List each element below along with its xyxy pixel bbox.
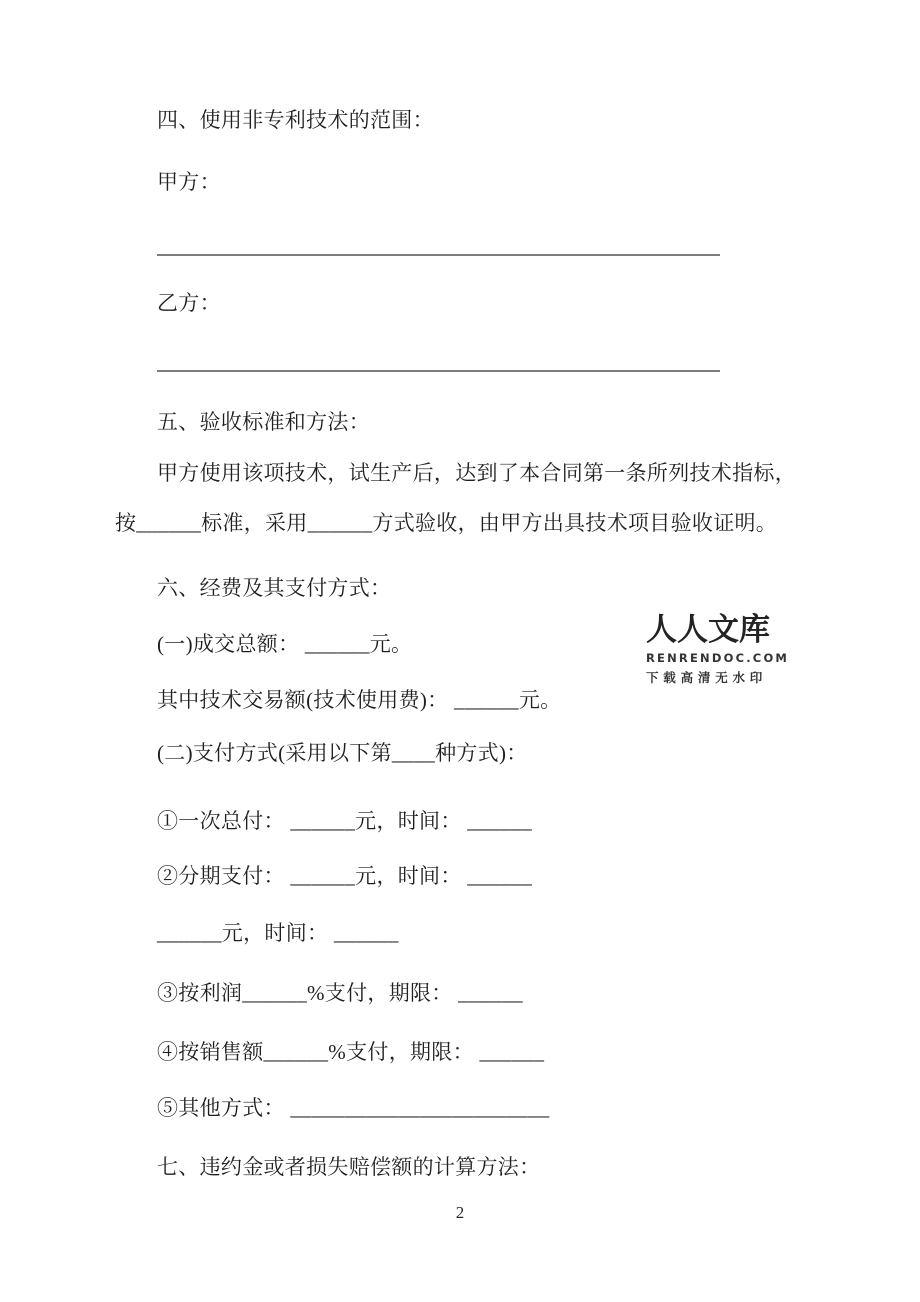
watermark-site-url: RENRENDOC.COM: [646, 650, 790, 665]
renrendoc-watermark: [646, 613, 846, 686]
section-heading-5: 五、验收标准和方法：: [157, 410, 370, 434]
party-b-label: 乙方：: [157, 291, 221, 315]
acceptance-paragraph: 甲方使用该项技术，试生产后，达到了本合同第一条所列技术指标，: [157, 461, 796, 485]
section-heading-7: 七、违约金或者损失赔偿额的计算方法：: [157, 1155, 541, 1179]
payment-option-4: ④按销售额______%支付，期限： ______: [157, 1040, 545, 1064]
acceptance-paragraph-continued: 按______标准，采用______方式验收，由甲方出具技术项目验收证明。: [115, 511, 778, 535]
payment-method-line: (二)支付方式(采用以下第____种方式)：: [157, 741, 528, 765]
fill-in-line-party-b: [157, 370, 720, 372]
section-heading-6: 六、经费及其支付方式：: [157, 576, 392, 600]
party-a-label: 甲方：: [157, 170, 221, 194]
tech-trade-amount-line: 其中技术交易额(技术使用费)： ______元。: [157, 688, 562, 712]
payment-option-1: ①一次总付： ______元，时间： ______: [157, 809, 532, 833]
page-number: 2: [455, 1203, 465, 1222]
payment-option-3: ③按利润______%支付，期限： ______: [157, 981, 523, 1005]
watermark-logo-text: 人人文库: [646, 612, 770, 648]
payment-option-2: ②分期支付： ______元，时间： ______: [157, 864, 532, 888]
payment-option-5: ⑤其他方式： ________________________: [157, 1096, 550, 1120]
watermark-tagline: 下载高清无水印: [646, 669, 768, 685]
payment-option-2-continued: ______元，时间： ______: [157, 921, 399, 945]
section-heading-4: 四、使用非专利技术的范围：: [157, 108, 434, 132]
fill-in-line-party-a: [157, 254, 720, 256]
total-amount-line: (一)成交总额： ______元。: [157, 632, 413, 656]
